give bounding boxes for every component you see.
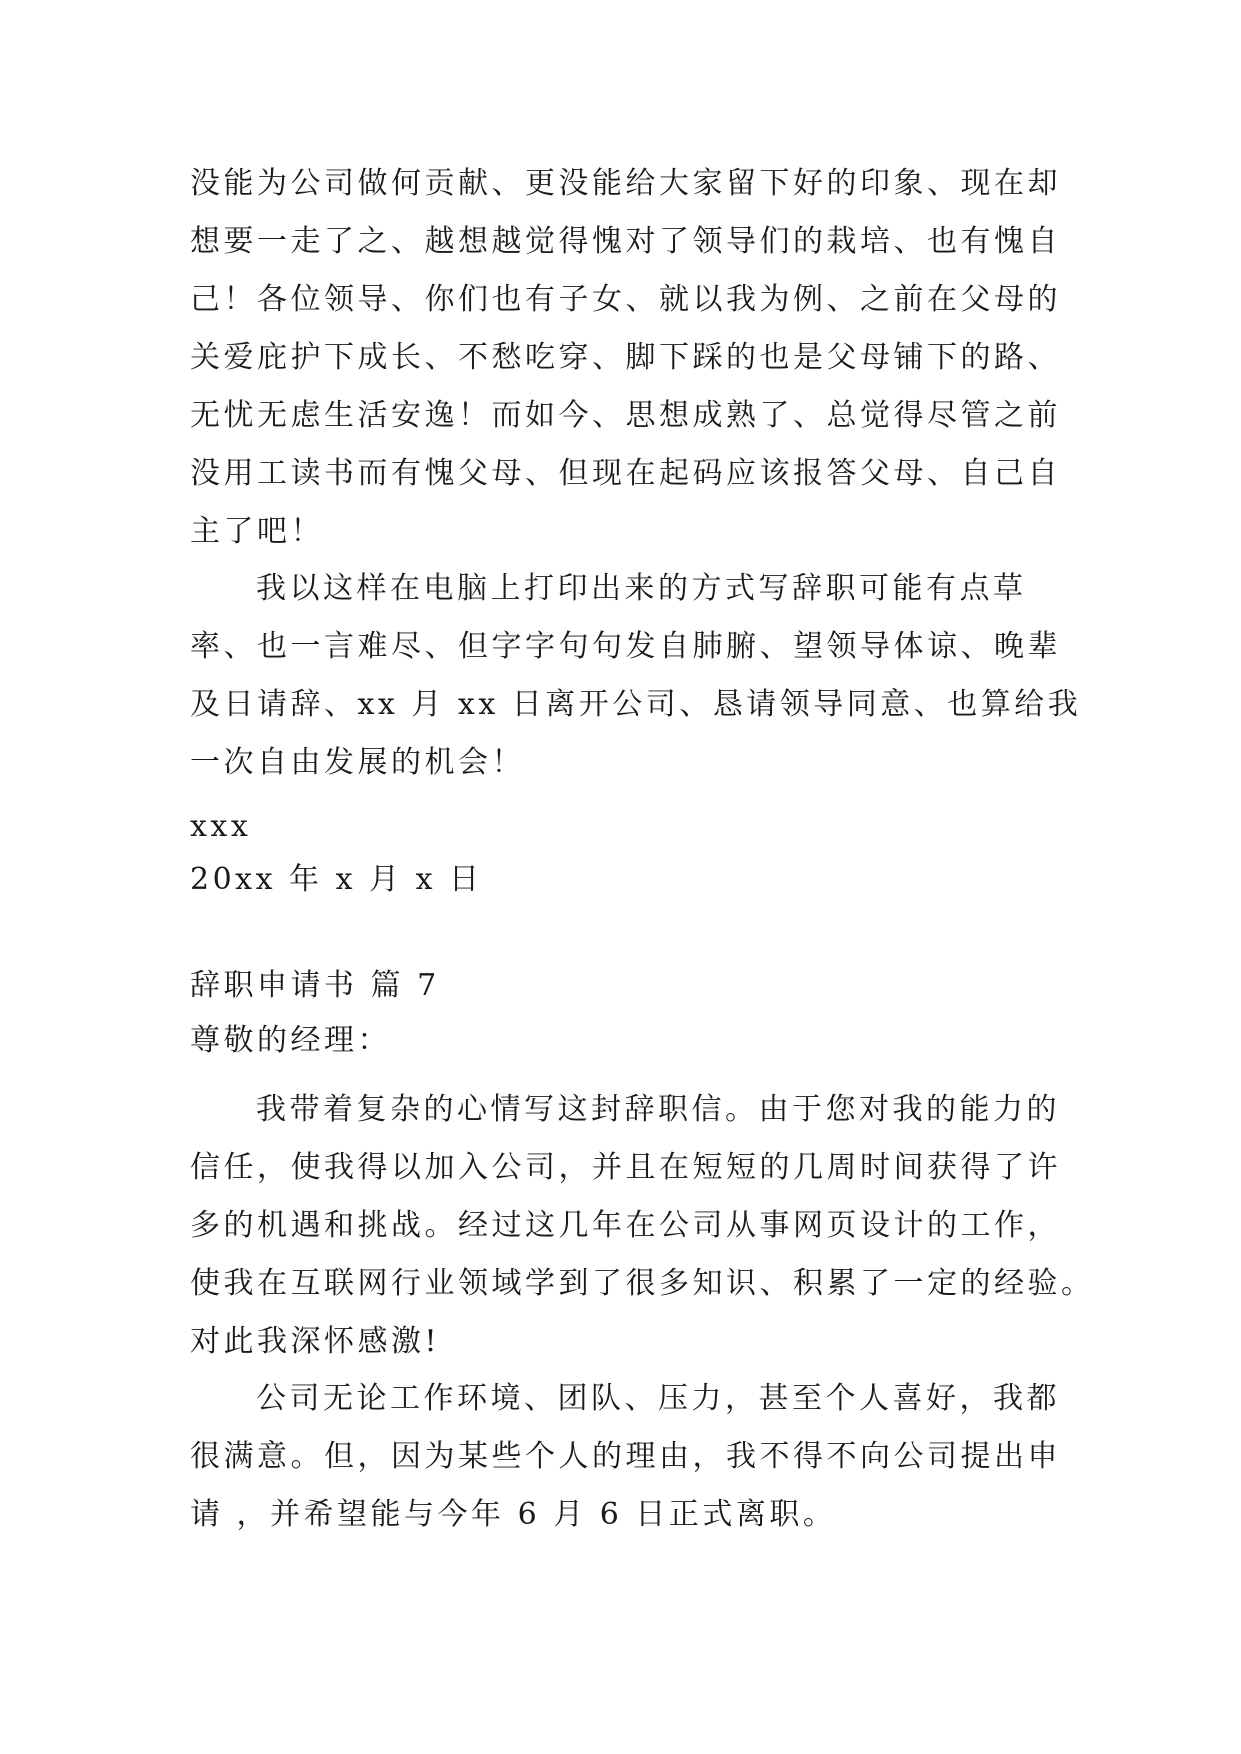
paragraph-line: 信任，使我得以加入公司，并且在短短的几周时间获得了许 <box>190 1150 1061 1185</box>
paragraph-line: 很满意。但，因为某些个人的理由，我不得不向公司提出申 <box>190 1439 1061 1474</box>
paragraph-line: 我以这样在电脑上打印出来的方式写辞职可能有点草 <box>256 571 1027 606</box>
paragraph-line: 我带着复杂的心情写这封辞职信。由于您对我的能力的 <box>256 1092 1060 1127</box>
section-heading: 辞职申请书 篇 7 <box>190 968 440 1003</box>
paragraph-line: 无忧无虑生活安逸！而如今、思想成熟了、总觉得尽管之前 <box>190 398 1061 433</box>
paragraph-1 <box>190 155 1061 561</box>
paragraph-line: 公司无论工作环境、团队、压力，甚至个人喜好，我都 <box>256 1381 1060 1416</box>
paragraph-line: 多的机遇和挑战。经过这几年在公司从事网页设计的工作， <box>190 1208 1061 1243</box>
salutation: 尊敬的经理： <box>190 1023 391 1058</box>
paragraph-line: 一次自由发展的机会！ <box>190 745 525 780</box>
paragraph-line: 主了吧！ <box>190 514 324 549</box>
paragraph-4 <box>190 1370 1061 1544</box>
paragraph-line: 及日请辞、xx 月 xx 日离开公司、恳请领导同意、也算给我 <box>190 687 1082 722</box>
paragraph-line: 没用工读书而有愧父母、但现在起码应该报答父母、自己自 <box>190 456 1061 491</box>
paragraph-line: 率、也一言难尽、但字字句句发自肺腑、望领导体谅、晚辈 <box>190 629 1061 664</box>
paragraph-line: 对此我深怀感激! <box>190 1324 441 1359</box>
paragraph-line: 请 ，并希望能与今年 6 月 6 日正式离职。 <box>190 1497 837 1532</box>
paragraph-line: 关爱庇护下成长、不愁吃穿、脚下踩的也是父母铺下的路、 <box>190 340 1061 375</box>
paragraph-line: 想要一走了之、越想越觉得愧对了领导们的栽培、也有愧自 <box>190 224 1061 259</box>
paragraph-2 <box>190 560 1082 792</box>
paragraph-3 <box>190 1081 1095 1371</box>
paragraph-line: 没能为公司做何贡献、更没能给大家留下好的印象、现在却 <box>190 166 1061 201</box>
paragraph-line: 己！各位领导、你们也有子女、就以我为例、之前在父母的 <box>190 282 1061 317</box>
paragraph-line: 使我在互联网行业领域学到了很多知识、积累了一定的经验。 <box>190 1266 1095 1301</box>
date: 20xx 年 x 月 x 日 <box>190 862 483 897</box>
signature: xxx <box>190 809 252 844</box>
